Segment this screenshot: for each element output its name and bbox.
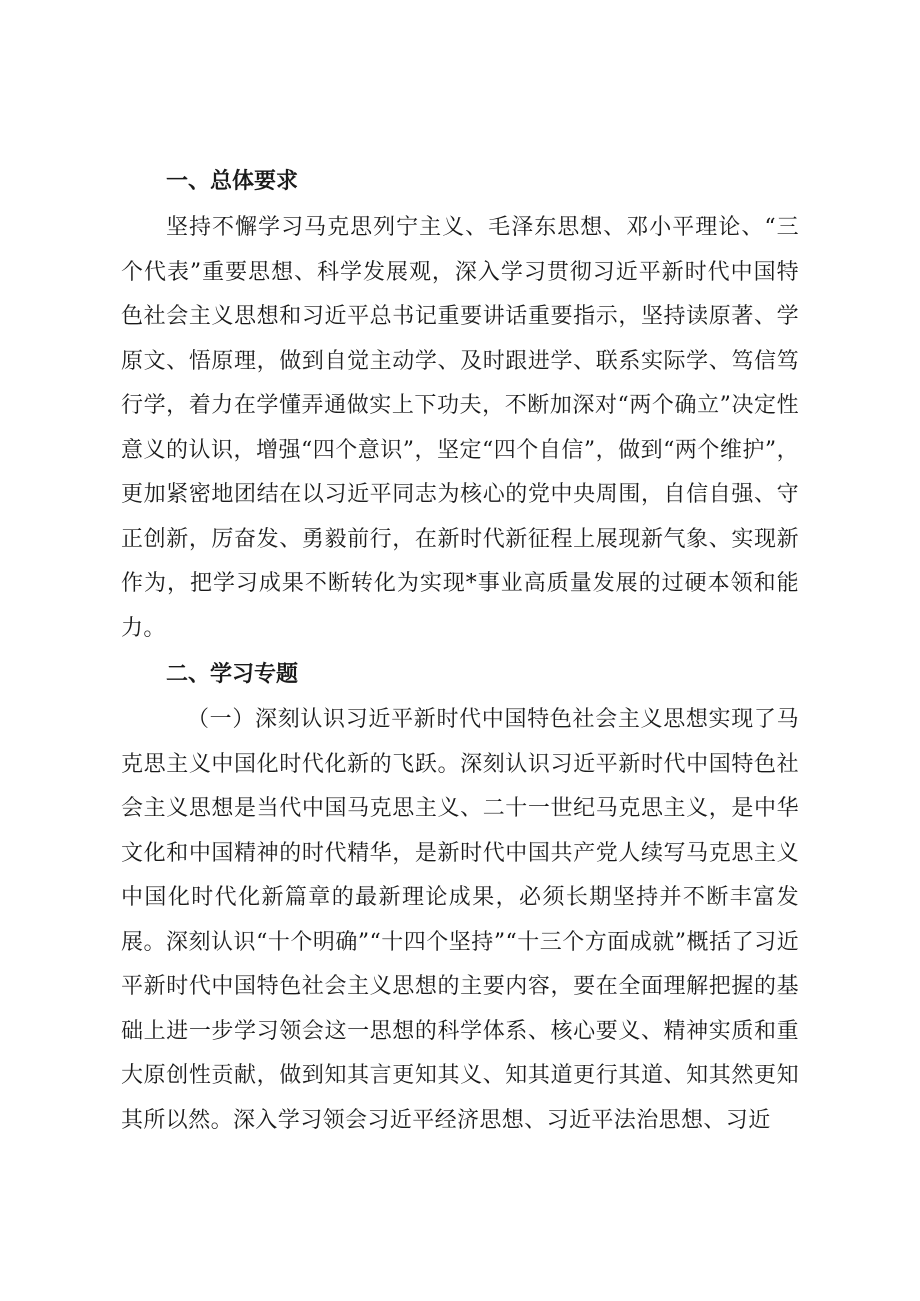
section-heading-general-requirements: 一、总体要求 (166, 169, 299, 194)
section-paragraph-general-requirements: 坚持不懈学习马克思列宁主义、毛泽东思想、邓小平理论、“三个代表”重要思想、科学发展观，深入学习贯彻习近平新时代中国特色社会主义思想和习近平总书记重要讲话重要指示，坚持读原著、学原文、悟原理，做到自觉主动学、及时跟进学、联系实际学、笃信笃行学，着力在学懂弄通做实上下功夫，不断加深对“两个确立”决定性意义的认识，增强“四个意识”，坚定“四个自信”，做到“两个维护”，更加紧密地团结在以习近平同志为核心的党中央周围，自信自强、守正创新，厉奋发、勇毅前行，在新时代新征程上展现新气象、实现新作为，把学习成果不断转化为实现*事业高质量发展的过硬本领和能力。 (121, 215, 799, 641)
section-heading-study-topics: 二、学习专题 (166, 662, 299, 687)
section-paragraph-study-topics: （一）深刻认识习近平新时代中国特色社会主义思想实现了马克思主义中国化时代化新的飞跃。深刻认识习近平新时代中国特色社会主义思想是当代中国马克思主义、二十一世纪马克思主义，是中华文化和中国精神的时代精华，是新时代中国共产党人续写马克思主义中国化时代化新篇章的最新理论成果，必须长期坚持并不断丰富发展。深刻认识“十个明确”“十四个坚持”“十三个方面成就”概括了习近平新时代中国特色社会主义思想的主要内容，要在全面理解把握的基础上进一步学习领会这一思想的科学体系、核心要义、精神实质和重大原创性贡献，做到知其言更知其义、知其道更行其道、知其然更知其所以然。深入学习领会习近平经济思想、习近平法治思想、习近 (121, 707, 799, 1133)
document-body (121, 160, 799, 1143)
